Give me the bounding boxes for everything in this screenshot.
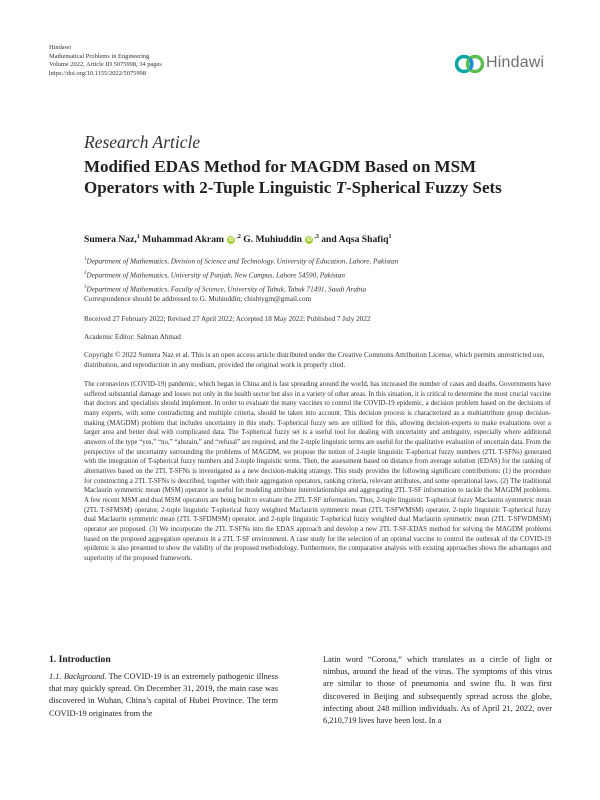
publication-dates: Received 27 February 2022; Revised 27 April 2022; Accepted 18 May 2022; Published 7 July 2022 <box>84 315 371 323</box>
author-list: Sumera Naz,$^1$ Muhammad Akram $iD^{,2}$ G. Muhiuddin $iD^{,3}$ and Aqsa Shafiq$^1$ <box>84 234 392 246</box>
intro-right-column: Latin word “Corona,” which translates as a circle of light or nimbus, around the head of the virus. The symptoms of this virus are similar to those of pneumonia and swine flu. It was first discovered in Beijing and subsequently spread across the globe, infecting about 248 million individuals. As of April 21, 2022, over 6,210,719 lives have been lost. In a <box>323 655 552 726</box>
author-4[interactable]: and Aqsa Shafiq <box>318 234 389 246</box>
orcid-icon[interactable]: iD <box>306 237 312 244</box>
article-type: Research Article <box>84 132 201 152</box>
article-title: Modified EDAS Method for MAGDM Based on MSM Operators with 2-Tuple Linguistic T-Spherical Fuzzy Sets <box>84 157 502 197</box>
affiliation-3: $^3$Department of Mathematics, Faculty of Science, University of Tabuk, Tabuk 71491, Saudi Arabia <box>84 284 367 294</box>
affiliations <box>84 254 398 296</box>
orcid-icon[interactable]: iD <box>228 237 234 244</box>
journal-meta <box>49 44 162 78</box>
copyright-notice: Copyright © 2022 Sumera Naz et al. This is an open access article distributed under the Creative Commons Attribution License, which permits unrestricted use, distribution, and reproduction in any medium, provided the original work is properly cited. <box>84 351 545 369</box>
affiliation-1: $^1$Department of Mathematics, Division of Science and Technology, University of Education, Lahore, Pakistan <box>84 257 399 266</box>
doi-link[interactable]: https://doi.org/10.1155/2022/5075998 <box>49 69 146 77</box>
publisher-name: Hindawi <box>49 44 72 51</box>
academic-editor: Academic Editor: Salman Ahmad <box>84 333 181 341</box>
journal-name: Mathematical Problems in Engineering <box>49 52 150 60</box>
abstract: The coronavirus (COVID-19) pandemic, which began in China and is fast spreading around the world, has increased the number of cases and deaths. Governments have suffered substantial damage and losses not only in the health sector but also in a variety of other areas. In this situation, it is critical to determine the most crucial vaccine that doctors and specialists should implement. In order to evaluate the many vaccines to control the COVID-19 epidemic, a decision problem based on the decisions of many experts, with some contradicting and multiple criteria, should be taken into account. This decision process is characterized as a multiattribute group decision-making (MAGDM) problem that includes uncertainty in this study. T-spherical fuzzy sets are utilized for this, allowing decision-experts to make evaluations over a larger area and better deal with complicated data. The T-spherical fuzzy set is a useful tool for dealing with uncertainty and ambiguity, especially where additional answers of the type “yes,” “no,” “abstain,” and “refusal” are required, and the 2-tuple linguistic terms are useful for the qualitative evaluation of uncertain data. From the perspective of the uncertainty surrounding the problems of MAGDM, we propose the notion of 2-tuple linguistic T-spherical fuzzy numbers (2TL T-SFNs) generated with the integration of T-spherical fuzzy numbers and 2-tuple linguistic terms. Then, the assessment based on distance from average solution (EDAS) for the ranking of alternatives based on the 2TL T-SFNs is investigated as a new decision-making strategy. This study provides the following significant contributions: (1) the procedure for constructing a 2TL T-SFNs is described, together with their aggregation operators, ranking criteria, relevant attributes, and some operational laws. (2) The traditional Maclaurin symmetric mean (MSM) operator is useful for modeling attribute interrelationships and aggregating 2TL T-SF information to tackle the MAGDM problems. A few recent MSM and dual MSM operators are being built to evaluate the 2TL T-SF information. Thus, 2-tuple linguistic T-spherical fuzzy Maclaurin symmetric mean (2TL T-SFMSM) operator, 2-tuple linguistic T-spherical fuzzy weighted Maclaurin symmetric mean (2TL T-SFWMSM) operator, 2-tuple linguistic T-spherical fuzzy dual Maclaurin symmetric mean (2TL T-SFDMSM) operator, and 2-tuple linguistic T-spherical fuzzy weighted dual Maclaurin symmetric mean (2TL T-SFWDMSM) operator are proposed. (3) We incorporate the 2TL T-SFNs into the EDAS approach and develop a new 2TL T-SF-EDAS method for solving the MAGDM problems based on the proposed aggregation operators in a 2TL T-SF environment. A case study for the selection of an optimal vaccine to control the outbreak of the COVID-19 epidemic is also presented to show the validity of the proposed methodology. Furthermore, the comparative analysis with existing approaches shows the advantages and superiority of the proposed framework. <box>84 381 551 562</box>
section-heading: 1. Introduction <box>49 654 111 665</box>
affiliation-2: $^2$Department of Mathematics, University of Punjab, New Campus, Lahore 54590, Pakistan <box>84 270 345 280</box>
logo-wordmark: Hindawi <box>486 54 545 71</box>
correspondence: Correspondence should be addressed to G. Muhiuddin; chishtygm@gmail.com <box>84 295 312 303</box>
hindawi-logo-icon <box>455 53 485 75</box>
hindawi-logo <box>455 53 555 77</box>
intro-left-column: 1.1. Background. The COVID-19 is an extremely pathogenic illness that may quickly spread. On December 31, 2019, the main case was discovered in Wuhan, China’s capital of Hubei Province. The term COVID-19 originates from the <box>49 672 279 718</box>
volume-line: Volume 2022, Article ID 5075998, 34 pages <box>49 61 162 69</box>
author-2[interactable]: Muhammad Akram <box>139 234 224 246</box>
subsection-heading: 1.1. Background. <box>49 672 107 681</box>
author-1[interactable]: Sumera Naz, <box>84 234 137 246</box>
author-3[interactable]: G. Muhiuddin <box>240 234 302 246</box>
